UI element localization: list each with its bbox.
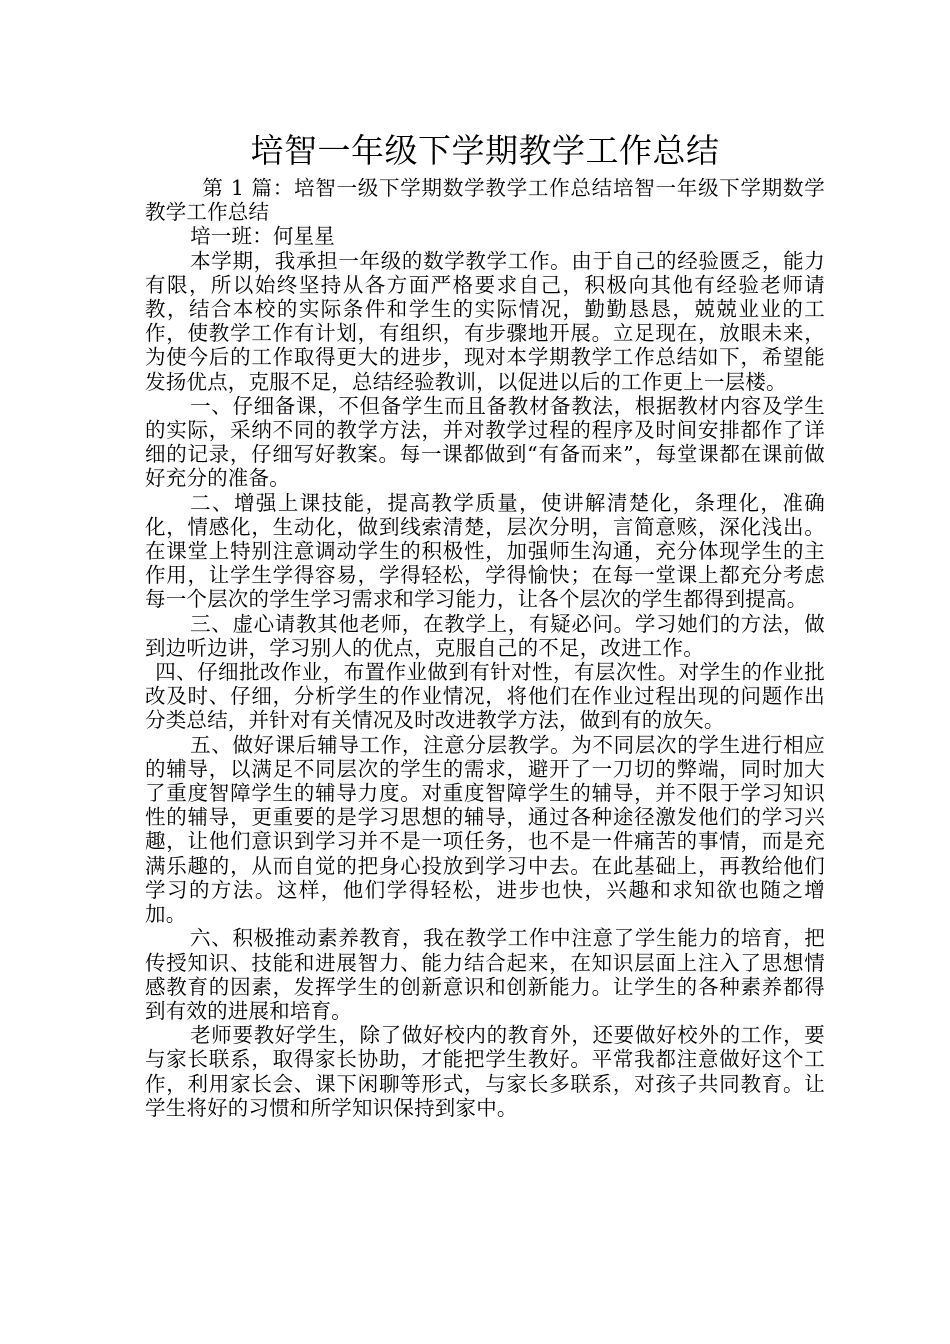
author-line: 培一班：何星星 [190,224,335,249]
paragraph-section-6: 六、积极推动素养教育，我在教学工作中注意了学生能力的培育，把传授知识、技能和进展智力、能力结合起来，在知识层面上注入了思想情感教育的因素，发挥学生的创新意识和创新能力。让学生的各种素养都得到有效的进展和培育。 [145,926,825,1023]
document-subtitle: 第 1 篇：培智一级下学期数学教学工作总结培智一年级下学期数学教学工作总结 [145,176,825,225]
paragraph-section-2: 二、增强上课技能，提高教学质量，使讲解清楚化，条理化，准确化，情感化，生动化，做到线索清楚，层次分明，言简意赅，深化浅出。在课堂上特别注意调动学生的积极性，加强师生沟通，充分体现学生的主作用，让学生学得容易，学得轻松，学得愉快；在每一堂课上都充分考虑每一个层次的学生学习需求和学习能力，让各个层次的学生都得到提高。 [145,490,825,612]
paragraph-section-1: 一、仔细备课，不但备学生而且备教材备教法，根据教材内容及学生的实际，采纳不同的教学方法，并对教学过程的程序及时间安排都作了详细的记录，仔细写好教案。每一课都做到“有备而来”，每堂课都在课前做好充分的准备。 [145,393,825,491]
paragraph-intro: 本学期，我承担一年级的数学教学工作。由于自己的经验匮乏，能力有限，所以始终坚持从各方面严格要求自己，积极向其他有经验老师请教，结合本校的实际条件和学生的实际情况，勤勤恳恳，兢兢业业的工作，使教学工作有计划，有组织，有步骤地开展。立足现在，放眼未来，为使今后的工作取得更大的进步，现对本学期教学工作总结如下，希望能发扬优点，克服不足，总结经验教训，以促进以后的工作更上一层楼。 [145,248,825,394]
document-page [145,128,825,1120]
paragraph-section-3: 三、虚心请教其他老师，在教学上，有疑必问。学习她们的方法，做到边听边讲，学习别人的优点，克服自己的不足，改进工作。 [145,611,825,660]
paragraph-section-4: 四、仔细批改作业，布置作业做到有针对性，有层次性。对学生的作业批改及时、仔细，分析学生的作业情况，将他们在作业过程出现的问题作出分类总结，并针对有关情况及时改进教学方法，做到有的放矢。 [145,660,825,733]
paragraph-section-5: 五、做好课后辅导工作，注意分层教学。为不同层次的学生进行相应的辅导，以满足不同层次的学生的需求，避开了一刀切的弊端，同时加大了重度智障学生的辅导力度。对重度智障学生的辅导，并不限于学习知识性的辅导，更重要的是学习思想的辅导，通过各种途径激发他们的学习兴趣，让他们意识到学习并不是一项任务，也不是一件痛苦的事情，而是充满乐趣的，从而自觉的把身心投放到学习中去。在此基础上，再教给他们学习的方法。这样，他们学得轻松，进步也快，兴趣和求知欲也随之增加。 [145,732,825,927]
document-title: 培智一年级下学期教学工作总结 [250,131,720,170]
paragraph-conclusion: 老师要教好学生，除了做好校内的教育外，还要做好校外的工作，要与家长联系，取得家长协助，才能把学生教好。平常我都注意做好这个工作，利用家长会、课下闲聊等形式，与家长多联系，对孩子共同教育。让学生将好的习惯和所学知识保持到家中。 [145,1023,825,1120]
